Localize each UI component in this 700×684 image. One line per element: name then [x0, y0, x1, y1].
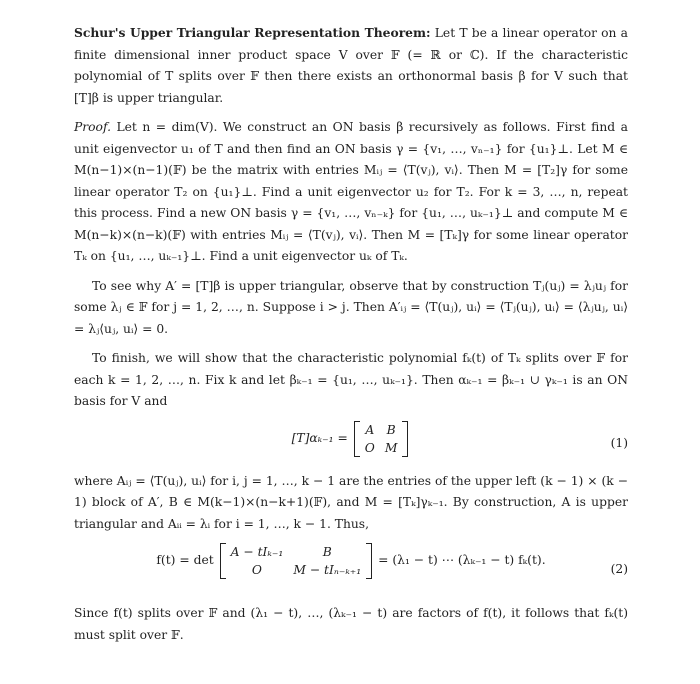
equation-1: [74, 421, 628, 465]
matrix2-entry-m: M − tIₙ₋ₖ₊₁: [293, 563, 362, 577]
equation-2-number: (2): [610, 562, 628, 576]
block-matrix-2: [220, 543, 373, 579]
equation-2: [74, 543, 628, 597]
equation-1-number: (1): [610, 435, 628, 450]
matrix2-entry-o: O: [251, 563, 263, 577]
theorem-statement: Let T be a linear operator on a finite dimensional inner product space V over 𝔽 (= ℝ or ℂ). If the characteristic polynomial of T splits over 𝔽 then there exists an orthonormal basis β for V such that [T]β is upper triangular.: [74, 26, 628, 105]
equation-2-body: [74, 543, 628, 579]
proof-label: Proof.: [74, 120, 111, 134]
matrix1-entry-b: B: [386, 422, 396, 437]
matrix1-entry-m: M: [384, 440, 398, 455]
proof-p1-text: Let n = dim(V). We construct an ON basis β recursively as follows. First find a unit eigenvector u₁ of T and then find an ON basis γ = {v₁, …, vₙ₋₁} for {u₁}⊥. Let M ∈ M(n−1)×(n−1)(𝔽) be the matrix with entries Mᵢⱼ = ⟨T(vⱼ), vᵢ⟩. Then M = [T₂]γ for some linear operator T₂ on {u₁}⊥. Find a unit eigenvector u₂ for T₂. For k = 3, …, n, repeat this process. Find a new ON basis γ = {v₁, …, vₙ₋ₖ} for {u₁, …, uₖ₋₁}⊥ and compute M ∈ M(n−k)×(n−k)(𝔽) with entries Mᵢⱼ = ⟨T(vⱼ), vᵢ⟩. Then M = [Tₖ]γ for some linear operator Tₖ on {u₁, …, uₖ₋₁}⊥. Find a unit eigenvector uₖ of Tₖ.: [74, 120, 628, 263]
matrix1-entry-a: A: [365, 422, 375, 437]
proof-paragraph-2: To see why A′ = [T]β is upper triangular, observe that by construction Tⱼ(uⱼ) = λⱼuⱼ for some λⱼ ∈ 𝔽 for j = 1, 2, …, n. Suppose i > j. Then A′ᵢⱼ = ⟨T(uⱼ), uᵢ⟩ = ⟨Tⱼ(uⱼ), uᵢ⟩ = ⟨λⱼuⱼ, uᵢ⟩ = λⱼ⟨uⱼ, uᵢ⟩ = 0.: [74, 278, 628, 336]
theorem-title: Schur's Upper Triangular Representation Theorem:: [74, 25, 431, 40]
matrix2-entry-b: B: [322, 545, 332, 559]
proof-paragraph-3: To finish, we will show that the characteristic polynomial fₖ(t) of Tₖ splits over 𝔽 for each k = 1, 2, …, n. Fix k and let βₖ₋₁ = {u₁, …, uₖ₋₁}. Then αₖ₋₁ = βₖ₋₁ ∪ γₖ₋₁ is an ON basis for V and: [74, 351, 628, 408]
theorem-paragraph: [74, 22, 628, 109]
equation-1-lhs: [T]αₖ₋₁ =: [291, 430, 348, 445]
proof-paragraph-4: where Aᵢⱼ = ⟨T(uⱼ), uᵢ⟩ for i, j = 1, …, k − 1 are the entries of the upper left (k − 1) × (k − 1) block of A′, B ∈ M(k−1)×(n−k+1)(𝔽), and M = [Tₖ]γₖ₋₁. By construction, A is upper triangular and Aᵢᵢ = λᵢ for i = 1, …, k − 1. Thus,: [74, 473, 628, 531]
matrix1-entry-o: O: [364, 440, 375, 455]
proof-paragraph-5: Since f(t) splits over 𝔽 and (λ₁ − t), …, (λₖ₋₁ − t) are factors of f(t), it follows that fₖ(t) must split over 𝔽.: [74, 606, 628, 642]
proof-paragraph-1: [74, 117, 628, 268]
equation-2-lhs: f(t) = det: [156, 553, 214, 568]
equation-1-body: [74, 421, 628, 457]
equation-2-rhs: = (λ₁ − t) ⋯ (λₖ₋₁ − t) fₖ(t).: [378, 553, 546, 568]
block-matrix-1: [354, 421, 409, 457]
matrix2-entry-a: A − tIₖ₋₁: [230, 545, 284, 559]
